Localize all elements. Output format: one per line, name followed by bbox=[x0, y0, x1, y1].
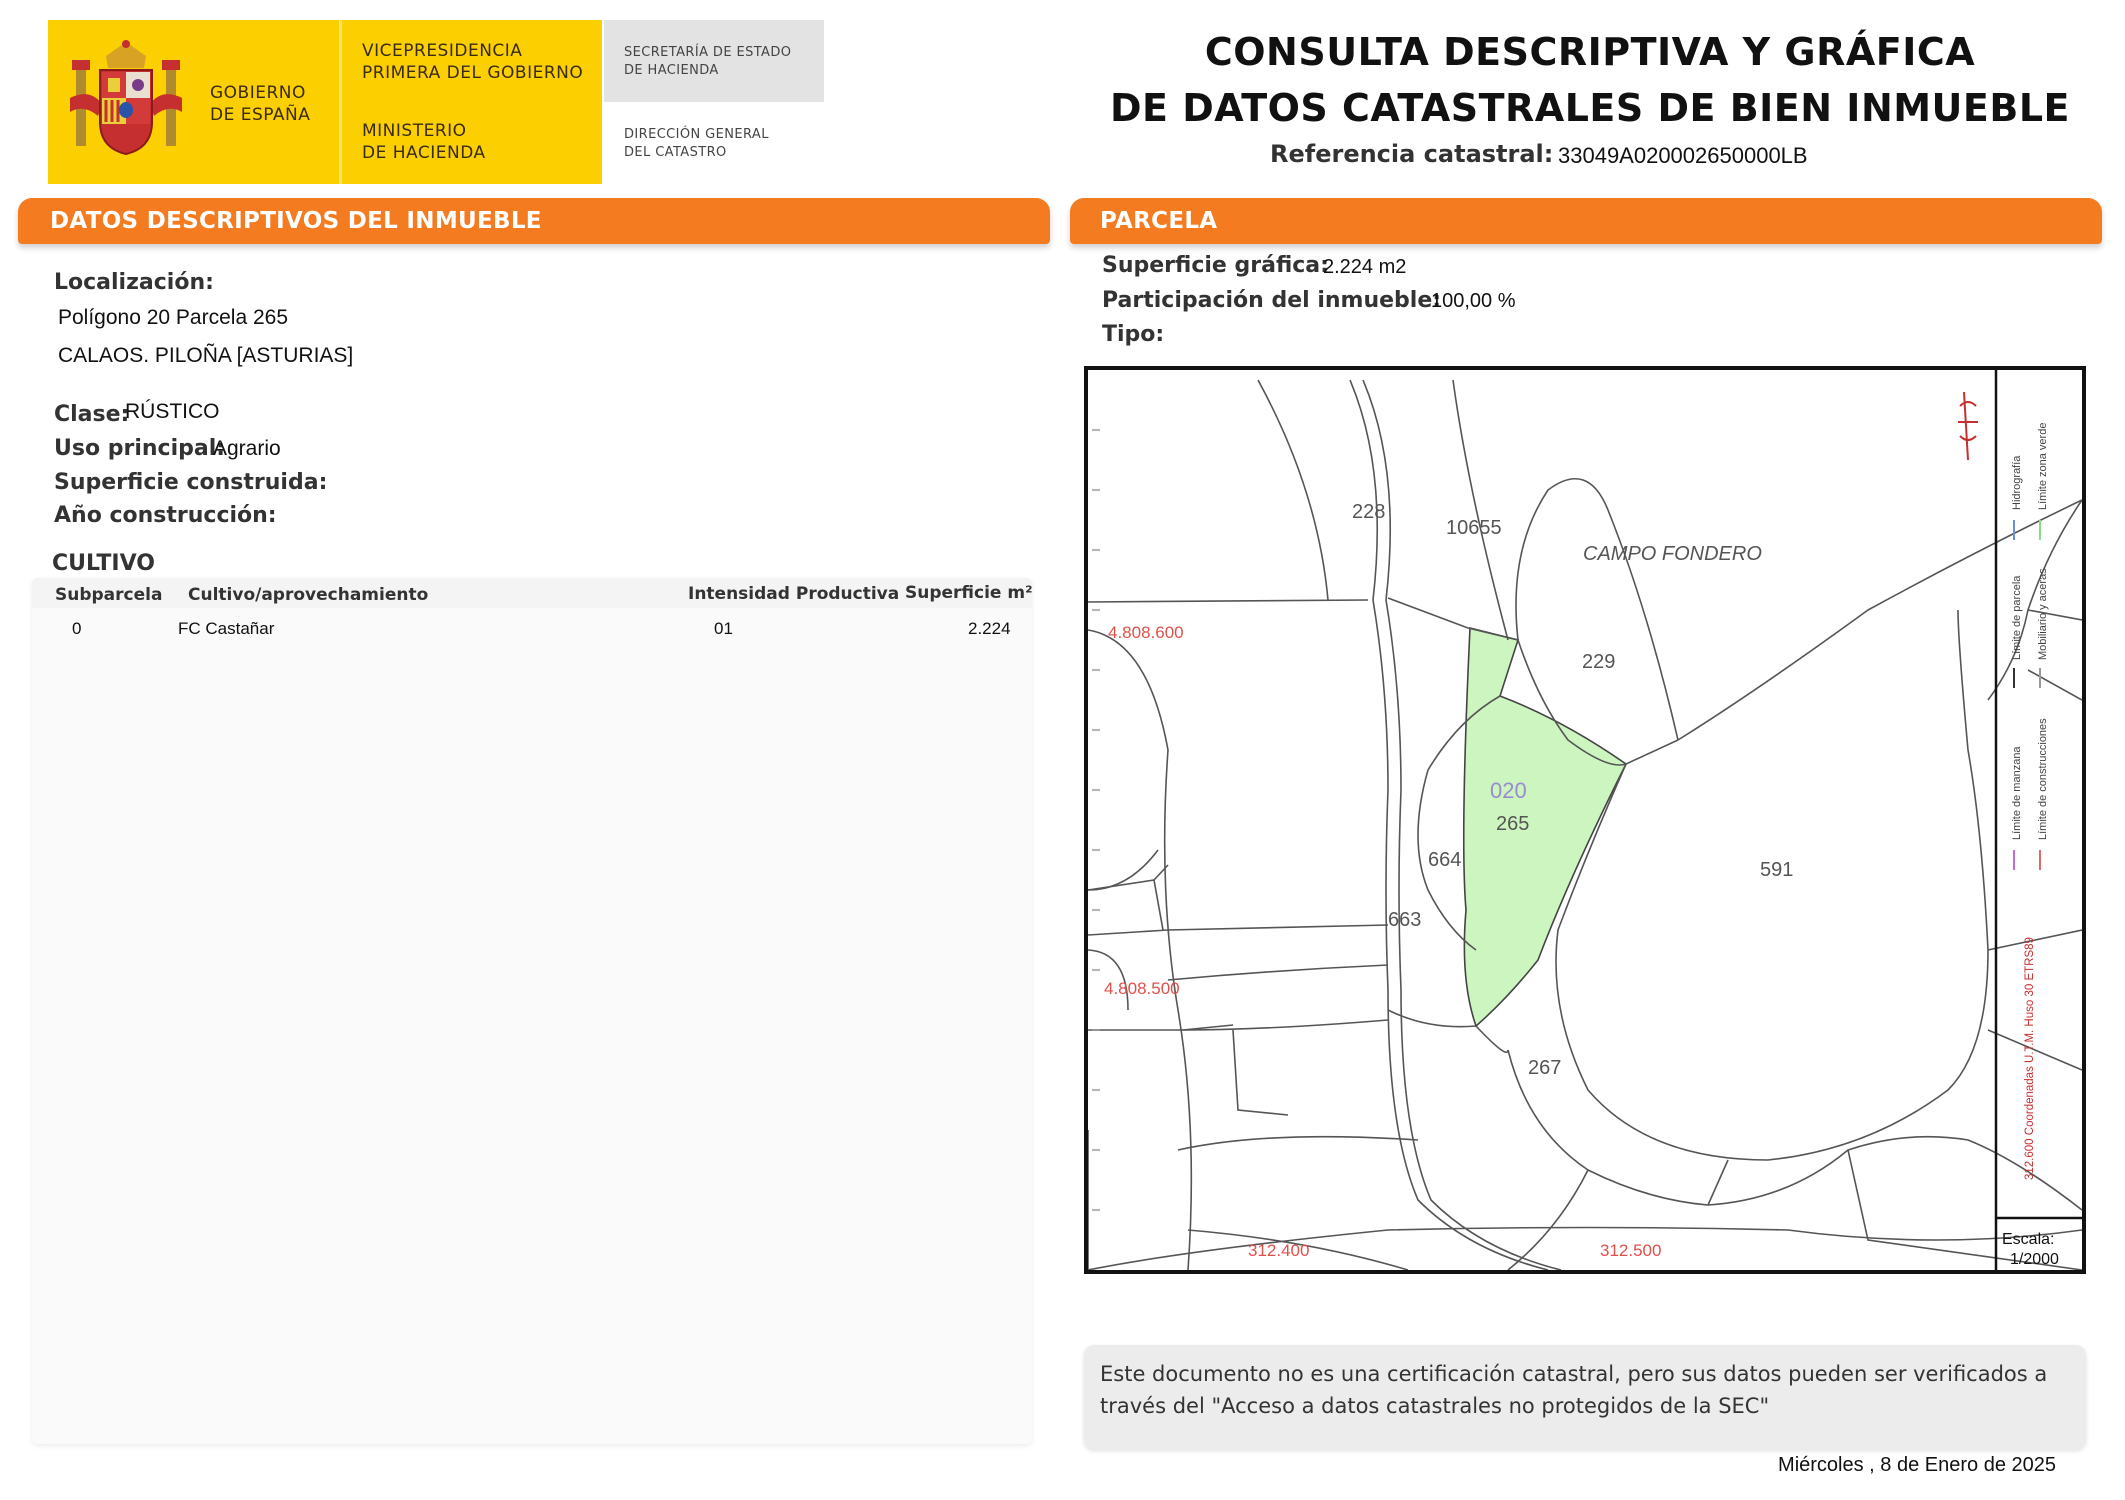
parcel-020-label: 020 bbox=[1490, 778, 1527, 803]
participation-label: Participación del inmueble: bbox=[1102, 288, 1442, 313]
table-header-subparcela: Subparcela bbox=[55, 585, 163, 605]
legend-construcciones: Límite de construcciones bbox=[2037, 718, 2049, 840]
table-row bbox=[32, 612, 1032, 646]
year-label: Año construcción: bbox=[54, 503, 277, 528]
cell-superficie: 2.224 bbox=[968, 619, 1011, 638]
location-line2: CALAOS. PILOÑA [ASTURIAS] bbox=[58, 344, 354, 367]
legend-coordinates-note: 312.600 Coordenadas U.T.M. Huso 30 ETRS89 bbox=[2024, 937, 2036, 1180]
title-line1: CONSULTA DESCRIPTIVA Y GRÁFICA bbox=[1204, 30, 1976, 74]
coord-y-4808600: 4.808.600 bbox=[1108, 623, 1184, 642]
participation-value: 100,00 % bbox=[1431, 290, 1516, 312]
title-line2: DE DATOS CATASTRALES DE BIEN INMUEBLE bbox=[1109, 86, 2071, 130]
place-name-label: CAMPO FONDERO bbox=[1583, 543, 1762, 565]
page-title bbox=[1100, 24, 2080, 136]
built-area-label: Superficie construida: bbox=[54, 470, 328, 495]
class-label: Clase: bbox=[54, 402, 130, 427]
parcel-267-label: 267 bbox=[1528, 1057, 1562, 1079]
gov-line1: GOBIERNO bbox=[210, 83, 306, 103]
parcel-663-label: 663 bbox=[1388, 909, 1422, 931]
parcel-591-label: 591 bbox=[1760, 859, 1794, 881]
cell-intensidad: 01 bbox=[714, 619, 733, 638]
location-line1: Polígono 20 Parcela 265 bbox=[58, 306, 289, 329]
secretary-line2: DE HACIENDA bbox=[624, 63, 719, 78]
use-label: Uso principal: bbox=[54, 436, 226, 461]
parcel-265-highlight[interactable] bbox=[1464, 628, 1626, 1026]
coord-x-312400: 312.400 bbox=[1248, 1241, 1310, 1260]
legend-zona-verde: Límite zona verde bbox=[2037, 422, 2049, 510]
parcel-265-label[interactable]: 265 bbox=[1496, 813, 1530, 835]
graphic-area-label: Superficie gráfica: bbox=[1102, 253, 1329, 278]
gov-line2: DE ESPAÑA bbox=[210, 105, 311, 125]
parcel-section-bar bbox=[1070, 198, 2102, 244]
secretary bbox=[624, 44, 791, 80]
gov-name bbox=[210, 82, 310, 126]
secretary-line1: SECRETARÍA DE ESTADO bbox=[624, 45, 792, 60]
directorate-line2: DEL CATASTRO bbox=[624, 145, 727, 160]
vice-line1: VICEPRESIDENCIA bbox=[362, 41, 523, 61]
ref-label: Referencia catastral: bbox=[1270, 140, 1554, 168]
map-canvas bbox=[1088, 370, 2082, 1270]
coat-of-arms-icon bbox=[70, 38, 182, 160]
type-label: Tipo: bbox=[1102, 322, 1165, 347]
document-date: Miércoles , 8 de Enero de 2025 bbox=[1778, 1454, 2056, 1476]
ministry-line1: MINISTERIO bbox=[362, 121, 467, 141]
graphic-area-value: 2.224 m2 bbox=[1323, 256, 1407, 278]
vice-presidency bbox=[362, 40, 583, 84]
vice-line2: PRIMERA DEL GOBIERNO bbox=[362, 63, 584, 83]
location-label: Localización: bbox=[54, 270, 214, 295]
parcel-664-label: 664 bbox=[1428, 849, 1462, 871]
ref-value: 33049A020002650000LB bbox=[1558, 143, 1808, 168]
coord-x-312500: 312.500 bbox=[1600, 1241, 1662, 1260]
ministry bbox=[362, 120, 486, 164]
north-arrow-icon bbox=[1958, 392, 1978, 460]
cultivo-title: CULTIVO bbox=[52, 551, 155, 576]
disclaimer-text: Este documento no es una certificación catastral, pero sus datos pueden ser verificados a través del "Acceso a datos catastrales no protegidos de la SEC" bbox=[1100, 1362, 2048, 1418]
table-header-superficie: Superficie m² bbox=[905, 583, 1033, 603]
scale-value: 1/2000 bbox=[2010, 1251, 2059, 1268]
directorate bbox=[624, 126, 769, 162]
parcel-229-label: 229 bbox=[1582, 651, 1616, 673]
parcel-10655-label: 10655 bbox=[1446, 517, 1502, 539]
table-header-cultivo: Cultivo/aprovechamiento bbox=[188, 585, 429, 605]
coord-y-4808500: 4.808.500 bbox=[1104, 979, 1180, 998]
legend-manzana: Límite de manzana bbox=[2011, 746, 2023, 840]
legend-mobiliario: Mobiliario y aceras bbox=[2037, 568, 2049, 660]
scale-label: Escala: bbox=[2002, 1231, 2055, 1248]
map-ticks bbox=[1092, 430, 1100, 1210]
use-value: Agrario bbox=[213, 437, 281, 460]
parcel-section-title: PARCELA bbox=[1100, 208, 1218, 234]
directorate-line1: DIRECCIÓN GENERAL bbox=[624, 127, 769, 142]
legend-parcela: Límite de parcela bbox=[2011, 575, 2023, 660]
cadastral-map[interactable] bbox=[1084, 366, 2086, 1274]
parcel-228-label: 228 bbox=[1352, 501, 1386, 523]
cultivo-table bbox=[32, 578, 1032, 1444]
class-value: RÚSTICO bbox=[125, 400, 220, 423]
table-header-intensidad: Intensidad Productiva bbox=[688, 584, 900, 604]
legend-hidrografia: Hidrografía bbox=[2011, 455, 2023, 510]
cell-subparcela: 0 bbox=[72, 619, 82, 638]
ministry-line2: DE HACIENDA bbox=[362, 143, 486, 163]
descriptive-section-bar bbox=[18, 198, 1050, 244]
descriptive-section-title: DATOS DESCRIPTIVOS DEL INMUEBLE bbox=[50, 208, 542, 234]
map-legend bbox=[2011, 423, 2049, 1180]
cell-cultivo: FC Castañar bbox=[178, 619, 275, 638]
